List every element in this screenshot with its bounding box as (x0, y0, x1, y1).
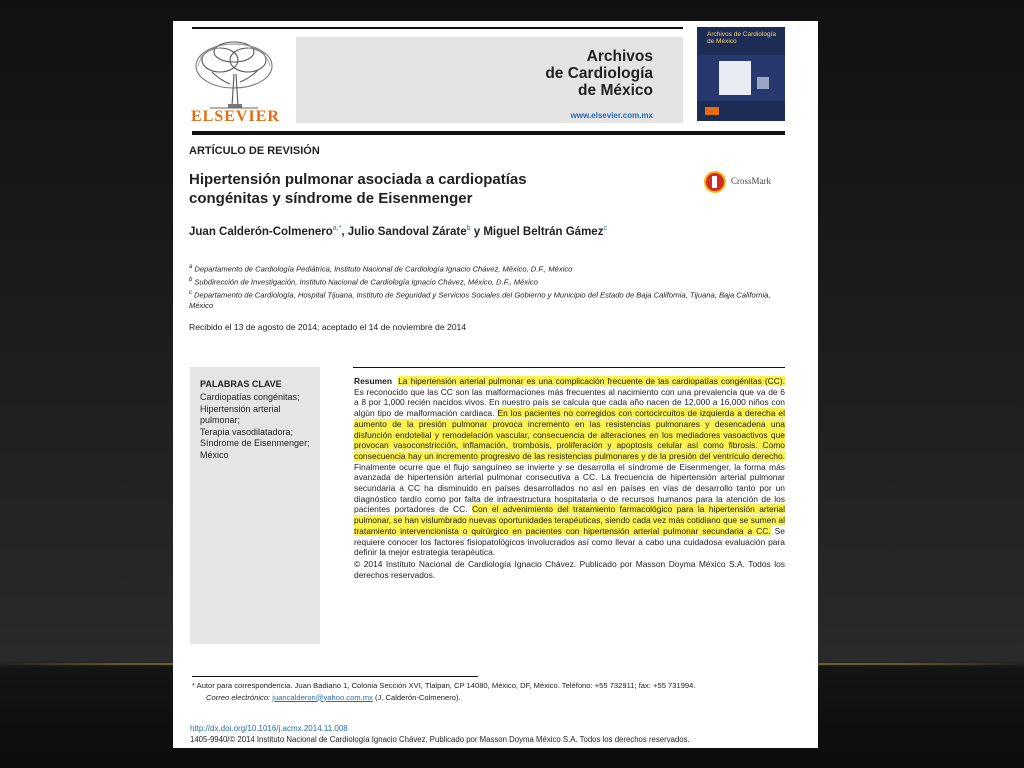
journal-title (545, 48, 653, 99)
affiliation-mark: a (189, 264, 193, 270)
article-title-line: Hipertensión pulmonar asociada a cardiopatías (189, 171, 527, 188)
affiliation-mark: b (189, 277, 193, 284)
affiliations (189, 262, 794, 312)
affiliation-text: Departamento de Cardiología Pediátrica, Instituto Nacional de Cardiología Ignacio Chávez, México, D.F., México (194, 264, 573, 274)
crossmark-badge[interactable] (704, 171, 794, 199)
cover-title: Archivos de Cardiología de México (707, 31, 777, 45)
abstract-rule (353, 367, 785, 368)
author-affiliation-mark[interactable]: b (466, 225, 471, 232)
cover-image (719, 61, 751, 95)
affiliation-mark: c (189, 290, 192, 297)
crossmark-label: CrossMark (731, 176, 771, 186)
keyword-item: México (200, 449, 229, 460)
affiliation-item (189, 275, 794, 288)
journal-banner (296, 37, 683, 123)
keywords-box (190, 367, 320, 644)
keyword-item: Terapia vasodilatadora; (200, 426, 294, 437)
abstract-segment: Es reconocido que las CC son las malformaciones más frecuentes al nacimiento con una prevalencia que va de 6 a 8 por 1,000 recién nacidos vivos. En nuestro país se calcula que cada año nacen de 12,000 a 16,000 niños con algún tipo de malformación cardiaca. (354, 386, 785, 419)
article-type: ARTÍCULO DE REVISIÓN (189, 145, 320, 157)
email-owner: (J. Calderón-Colmenero). (372, 692, 461, 702)
email-label: Correo electrónico: (206, 692, 271, 702)
header-rule (192, 27, 683, 29)
author-affiliation-mark[interactable]: a,* (332, 225, 342, 232)
author-affiliation-mark[interactable]: c (603, 225, 607, 232)
article-title-line: congénitas y síndrome de Eisenmenger (189, 190, 473, 207)
keyword-item: Síndrome de Eisenmenger; (200, 438, 310, 448)
journal-title-line: Archivos (586, 48, 653, 65)
issn-copyright-line: 1405-9940/© 2014 Instituto Nacional de Cardiología Ignacio Chávez. Publicado por Masson Doyma México S.A. Todos los derechos reservados. (190, 735, 690, 744)
cover-publisher-logo (705, 107, 719, 115)
journal-cover-thumbnail (697, 27, 785, 121)
crossmark-bookmark-icon (712, 176, 717, 188)
keywords-heading: PALABRAS CLAVE (200, 379, 282, 389)
journal-title-line: de México (578, 82, 653, 99)
abstract-segment: Se requiere conocer los factores fisiopatológicos involucrados así como llevar a cabo una cuidadosa evaluación para definir la mejor estrategia terapéutica. (354, 525, 785, 558)
article-title (189, 170, 649, 208)
keyword-item: Cardiopatías congénitas; (200, 392, 300, 402)
cover-square (757, 77, 769, 89)
abstract-label: Resumen (354, 376, 392, 386)
keywords-list (200, 392, 312, 461)
author-separator: y (470, 225, 484, 238)
abstract (354, 376, 785, 580)
abstract-segment: Con el advenimiento del tratamiento farmacológico para la hipertensión arterial pulmonar, se han vislumbrado nuevas oportunidades terapéuticas, siendo cada vez más cotidiano que se sumen al tratamiento intervencionista o quirúrgico en pacientes con hipertensión arterial pulmonar secundaria a CC. (354, 504, 785, 536)
author-name: Juan Calderón-Colmenero (189, 225, 333, 238)
abstract-segment: En los pacientes no corregidos con cortocircuitos de izquierda a derecha el aumento de la presión pulmonar provoca incremento en las resistencias pulmonares y desencadena una disfunción endotelial y remodelación vascular, consecuencia de alteraciones en los mediadores vasoactivos que provocan vasoconstricción, inflamación, trombosis, proliferación y apoptosis celular así como fibrosis. Como consecuencia hay un incremento progresivo de las resistencias pulmonares y de la presión del ventrículo derecho. (354, 408, 785, 461)
journal-url-link[interactable]: www.elsevier.com.mx (570, 111, 653, 120)
affiliation-text: Departamento de Cardiología, Hospital Tijuana, Instituto de Seguridad y Servicios Sociales del Gobierno y Municipio del Estado de Baja California, Tijuana, Baja California, México (189, 290, 771, 311)
footnote-rule (192, 676, 478, 677)
abstract-segment: Finalmente ocurre que el flujo sanguíneo se invierte y se desarrolla el síndrome de Eisenmenger, la forma más avanzada de hipertensión arterial pulmonar consecutiva a CC. La frecuencia de hipertensión arterial pulmonar secundaria a CC ha disminuido en países desarrollados no así en países en vías de desarrollo tanto por un diagnóstico tardío como por falta de infraestructura hospitalaria o de recursos humanos para la atención de los pacientes portadores de CC. (354, 461, 785, 515)
footnote (192, 681, 792, 703)
affiliation-text: Subdirección de Investigación, Instituto Nacional de Cardiología Ignacio Chávez, México, D.F., México (194, 277, 538, 287)
affiliation-item (189, 288, 794, 312)
email-link[interactable]: juancalderon@yahoo.com.mx (272, 692, 373, 702)
journal-title-line: de Cardiología (545, 65, 653, 82)
author-list (189, 225, 607, 238)
keyword-item: Hipertensión arterial pulmonar; (200, 403, 281, 425)
header-divider (192, 131, 785, 135)
author-name: Julio Sandoval Zárate (347, 225, 467, 238)
author-name: Miguel Beltrán Gámez (483, 225, 604, 238)
article-page (173, 21, 818, 748)
correspondence-note: * Autor para correspondencia. Juan Badiano 1, Colonia Sección XVI, Tlalpan, CP 14080, México, DF, México. Teléfono: +55 732911; fax: +55 731994. (192, 681, 696, 690)
doi-link[interactable]: http://dx.doi.org/10.1016/j.acmx.2014.11.008 (190, 724, 348, 733)
abstract-copyright: © 2014 Instituto Nacional de Cardiología Ignacio Chávez. Publicado por Masson Doyma México S.A. Todos los derechos reservados. (354, 558, 785, 580)
received-accepted-dates: Recibido el 13 de agosto de 2014; aceptado el 14 de noviembre de 2014 (189, 322, 467, 332)
email-line (192, 693, 792, 704)
abstract-segment: La hipertensión arterial pulmonar es una complicación frecuente de las cardiopatías congénitas (CC). (398, 376, 785, 386)
elsevier-wordmark: ELSEVIER (191, 108, 280, 125)
author-separator: , (341, 225, 348, 238)
affiliation-item (189, 262, 794, 275)
